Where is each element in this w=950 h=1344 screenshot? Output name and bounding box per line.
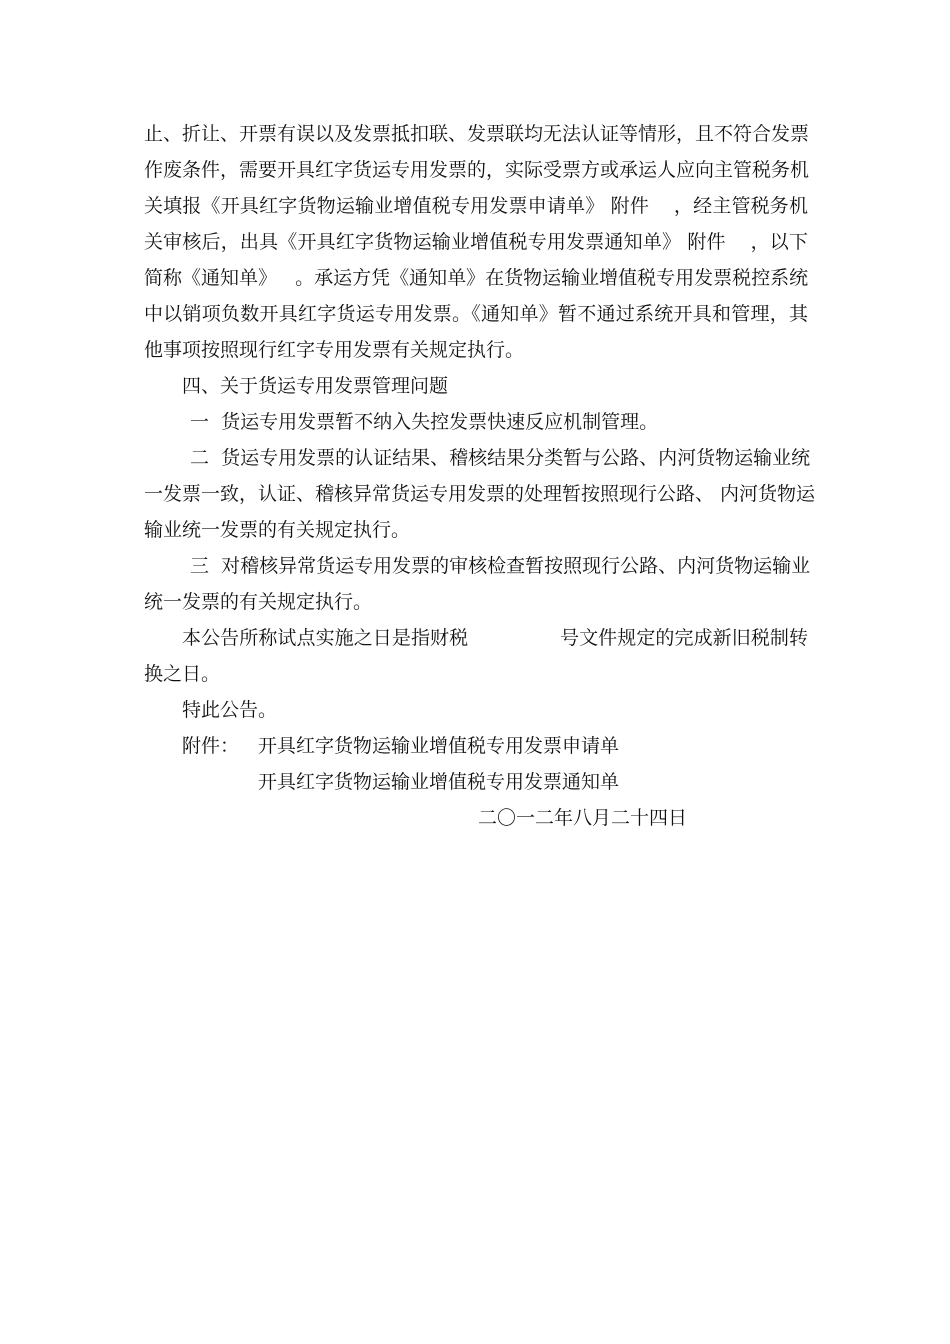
body-text-line: 换之日。 — [144, 663, 221, 685]
list-item-cont: 统一发票的有关规定执行。 — [144, 591, 373, 613]
list-item: 一 货运专用发票暂不纳入失控发票快速反应机制管理。 — [190, 411, 659, 433]
attachment-item: 开具红字货物运输业增值税专用发票申请单 — [258, 735, 620, 757]
document-date: 二〇一二年八月二十四日 — [478, 807, 688, 829]
list-item: 三 对稽核异常货运专用发票的审核检查暂按照现行公路、内河货物运输业 — [190, 555, 811, 577]
body-text-line: 他事项按照现行红字专用发票有关规定执行。 — [144, 339, 525, 361]
list-item-cont: 输业统一发票的有关规定执行。 — [144, 519, 411, 541]
body-text-line: 止、折让、开票有误以及发票抵扣联、发票联均无法认证等情形，且不符合发票 — [144, 123, 810, 145]
body-text-line: 本公告所称试点实施之日是指财税 号文件规定的完成新旧税制转 — [182, 627, 808, 649]
attachment-item: 开具红字货物运输业增值税专用发票通知单 — [258, 771, 620, 793]
body-text-line: 关审核后，出具《开具红字货物运输业增值税专用发票通知单》 附件 ，以下 — [144, 231, 808, 253]
body-text-line: 简称《通知单》 。承运方凭《通知单》在货物运输业增值税专用发票税控系统 — [144, 267, 809, 289]
closing-text: 特此公告。 — [182, 699, 278, 721]
section-heading: 四、关于货运专用发票管理问题 — [182, 375, 449, 397]
body-text-line: 作废条件，需要开具红字货运专用发票的，实际受票方或承运人应向主管税务机 — [144, 159, 810, 181]
list-item: 二 货运专用发票的认证结果、稽核结果分类暂与公路、内河货物运输业统 — [190, 447, 811, 469]
body-text-line: 中以销项负数开具红字货运专用发票。《通知单》暂不通过系统开具和管理，其 — [144, 303, 808, 325]
list-item-cont: 一发票一致，认证、稽核异常货运专用发票的处理暂按照现行公路、 内河货物运 — [144, 483, 816, 505]
body-text-line: 关填报《开具红字货物运输业增值税专用发票申请单》 附件 ，经主管税务机 — [144, 195, 808, 217]
attachments-label: 附件： — [182, 735, 240, 757]
